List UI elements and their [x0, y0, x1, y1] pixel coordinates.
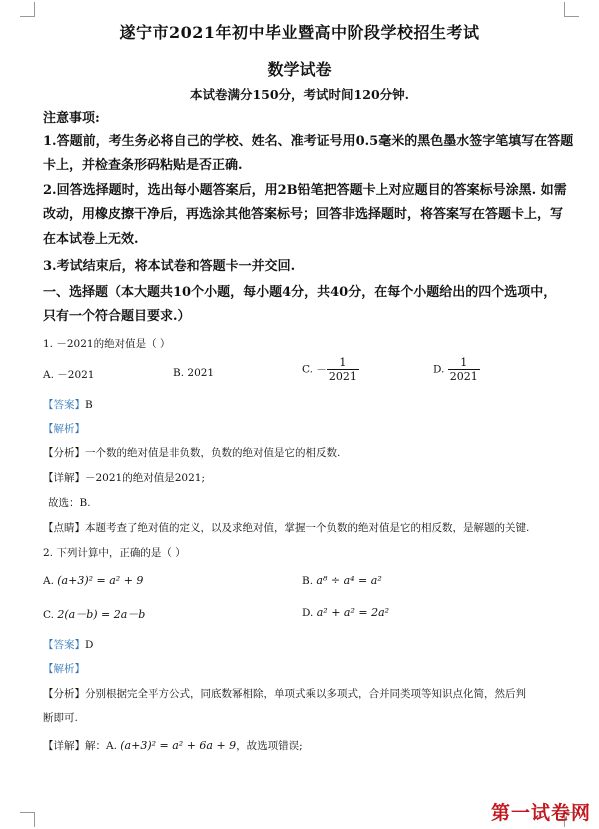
q1-choose: 故选：B.	[48, 497, 91, 509]
answer-value: D	[85, 639, 94, 651]
option-label: C.	[43, 609, 54, 621]
q1-option-c-label: C.	[302, 363, 313, 376]
option-expression: a⁸ ÷ a⁴ = a²	[316, 574, 382, 587]
answer-value: B	[85, 399, 93, 411]
fraction-numerator: 1	[448, 356, 480, 370]
fenxi-text: 一个数的绝对值是非负数，负数的绝对值是它的相反数.	[85, 447, 341, 459]
q2-option-a	[43, 574, 143, 587]
exam-title: 遂宁市2021年初中毕业暨高中阶段学校招生考试	[119, 23, 480, 42]
q2-analysis-cont: 断即可.	[43, 712, 78, 724]
option-expression: 2(a－b) = 2a－b	[57, 608, 146, 621]
q2-detail	[43, 738, 303, 753]
exam-subtitle: 数学试卷	[267, 60, 332, 79]
xiangjie-pre: 解：A.	[85, 740, 117, 752]
q1-analysis	[43, 445, 340, 460]
xiangjie-post: ，故选项错误;	[236, 740, 303, 752]
fenxi-tag: 【分析】	[43, 688, 85, 700]
q1-option-b: B. 2021	[173, 367, 215, 379]
q1-answer	[43, 397, 93, 412]
q1-option-d	[433, 356, 480, 383]
q1-option-d-fraction	[448, 356, 480, 383]
option-label: B.	[302, 575, 314, 587]
q2-answer	[43, 637, 93, 652]
xiangjie-expression: (a+3)² = a² + 6a + 9	[120, 739, 237, 752]
q1-jiexi-tag: 【解析】	[43, 423, 85, 435]
xiangjie-tag: 【详解】	[43, 472, 85, 484]
dianjing-tag: 【点睛】	[43, 522, 85, 534]
q1-option-a: A. －2021	[43, 369, 95, 381]
q1-detail	[43, 470, 205, 485]
fenxi-text: 分别根据完全平方公式，同底数幂相除，单项式乘以多项式，合并同类项等知识点化简，然后判	[85, 688, 526, 700]
fenxi-tag: 【分析】	[43, 447, 85, 459]
option-label: A.	[43, 575, 54, 587]
section-heading: 一、选择题（本大题共10个小题，每小题4分，共40分，在每个小题给出的四个选项中，	[43, 285, 557, 300]
crop-mark-top-left	[20, 2, 35, 17]
notice-line: 改动，用橡皮擦干净后，再选涂其他答案标号；回答非选择题时，将答案写在答题卡上，写	[43, 207, 564, 222]
section-heading: 只有一个符合题目要求.）	[43, 309, 191, 324]
question-2-stem: 2. 下列计算中，正确的是（ ）	[43, 547, 186, 559]
q2-option-d	[302, 606, 389, 619]
fraction-denominator: 2021	[449, 370, 478, 383]
notice-line: 卡上，并检查条形码粘贴是否正确.	[43, 158, 243, 173]
dianjing-text: 本题考查了绝对值的定义，以及求绝对值，掌握一个负数的绝对值是它的相反数，是解题的关键.	[85, 522, 530, 534]
site-watermark: 第一试卷网	[490, 802, 591, 824]
notice-line: 在本试卷上无效.	[43, 232, 139, 247]
answer-tag: 【答案】	[43, 399, 85, 411]
q2-option-b	[302, 574, 382, 587]
option-expression: a² + a² = 2a²	[316, 606, 390, 619]
xiangjie-text: －2021的绝对值是2021;	[85, 472, 205, 484]
q2-analysis	[43, 686, 526, 701]
option-expression: (a+3)² = a² + 9	[57, 574, 144, 587]
notice-line: 2.回答选择题时，选出每小题答案后，用2B铅笔把答题卡上对应题目的答案标号涂黑. 如需	[43, 183, 567, 198]
q1-option-d-label: D.	[433, 363, 445, 376]
q1-option-c	[302, 356, 359, 383]
q1-comment	[43, 520, 529, 535]
notice-line: 1.答题前，考生务必将自己的学校、姓名、准考证号用0.5毫米的黑色墨水签字笔填写在答题	[43, 134, 574, 149]
question-1-stem: 1. －2021的绝对值是（ ）	[43, 338, 171, 350]
answer-tag: 【答案】	[43, 639, 85, 651]
q2-jiexi-tag: 【解析】	[43, 663, 85, 675]
q1-option-c-fraction	[327, 356, 359, 383]
xiangjie-tag: 【详解】	[43, 740, 85, 752]
crop-mark-bottom-left	[20, 812, 35, 827]
notice-line: 3.考试结束后，将本试卷和答题卡一并交回.	[43, 259, 296, 274]
exam-info: 本试卷满分150分，考试时间120分钟.	[189, 87, 410, 102]
fraction-denominator: 2021	[328, 370, 357, 383]
option-label: D.	[302, 607, 314, 619]
fraction-numerator: 1	[327, 356, 359, 370]
q2-option-c	[43, 606, 145, 622]
notice-heading: 注意事项:	[43, 111, 100, 126]
q1-option-c-sign: －	[316, 364, 327, 376]
crop-mark-top-right	[564, 2, 579, 17]
